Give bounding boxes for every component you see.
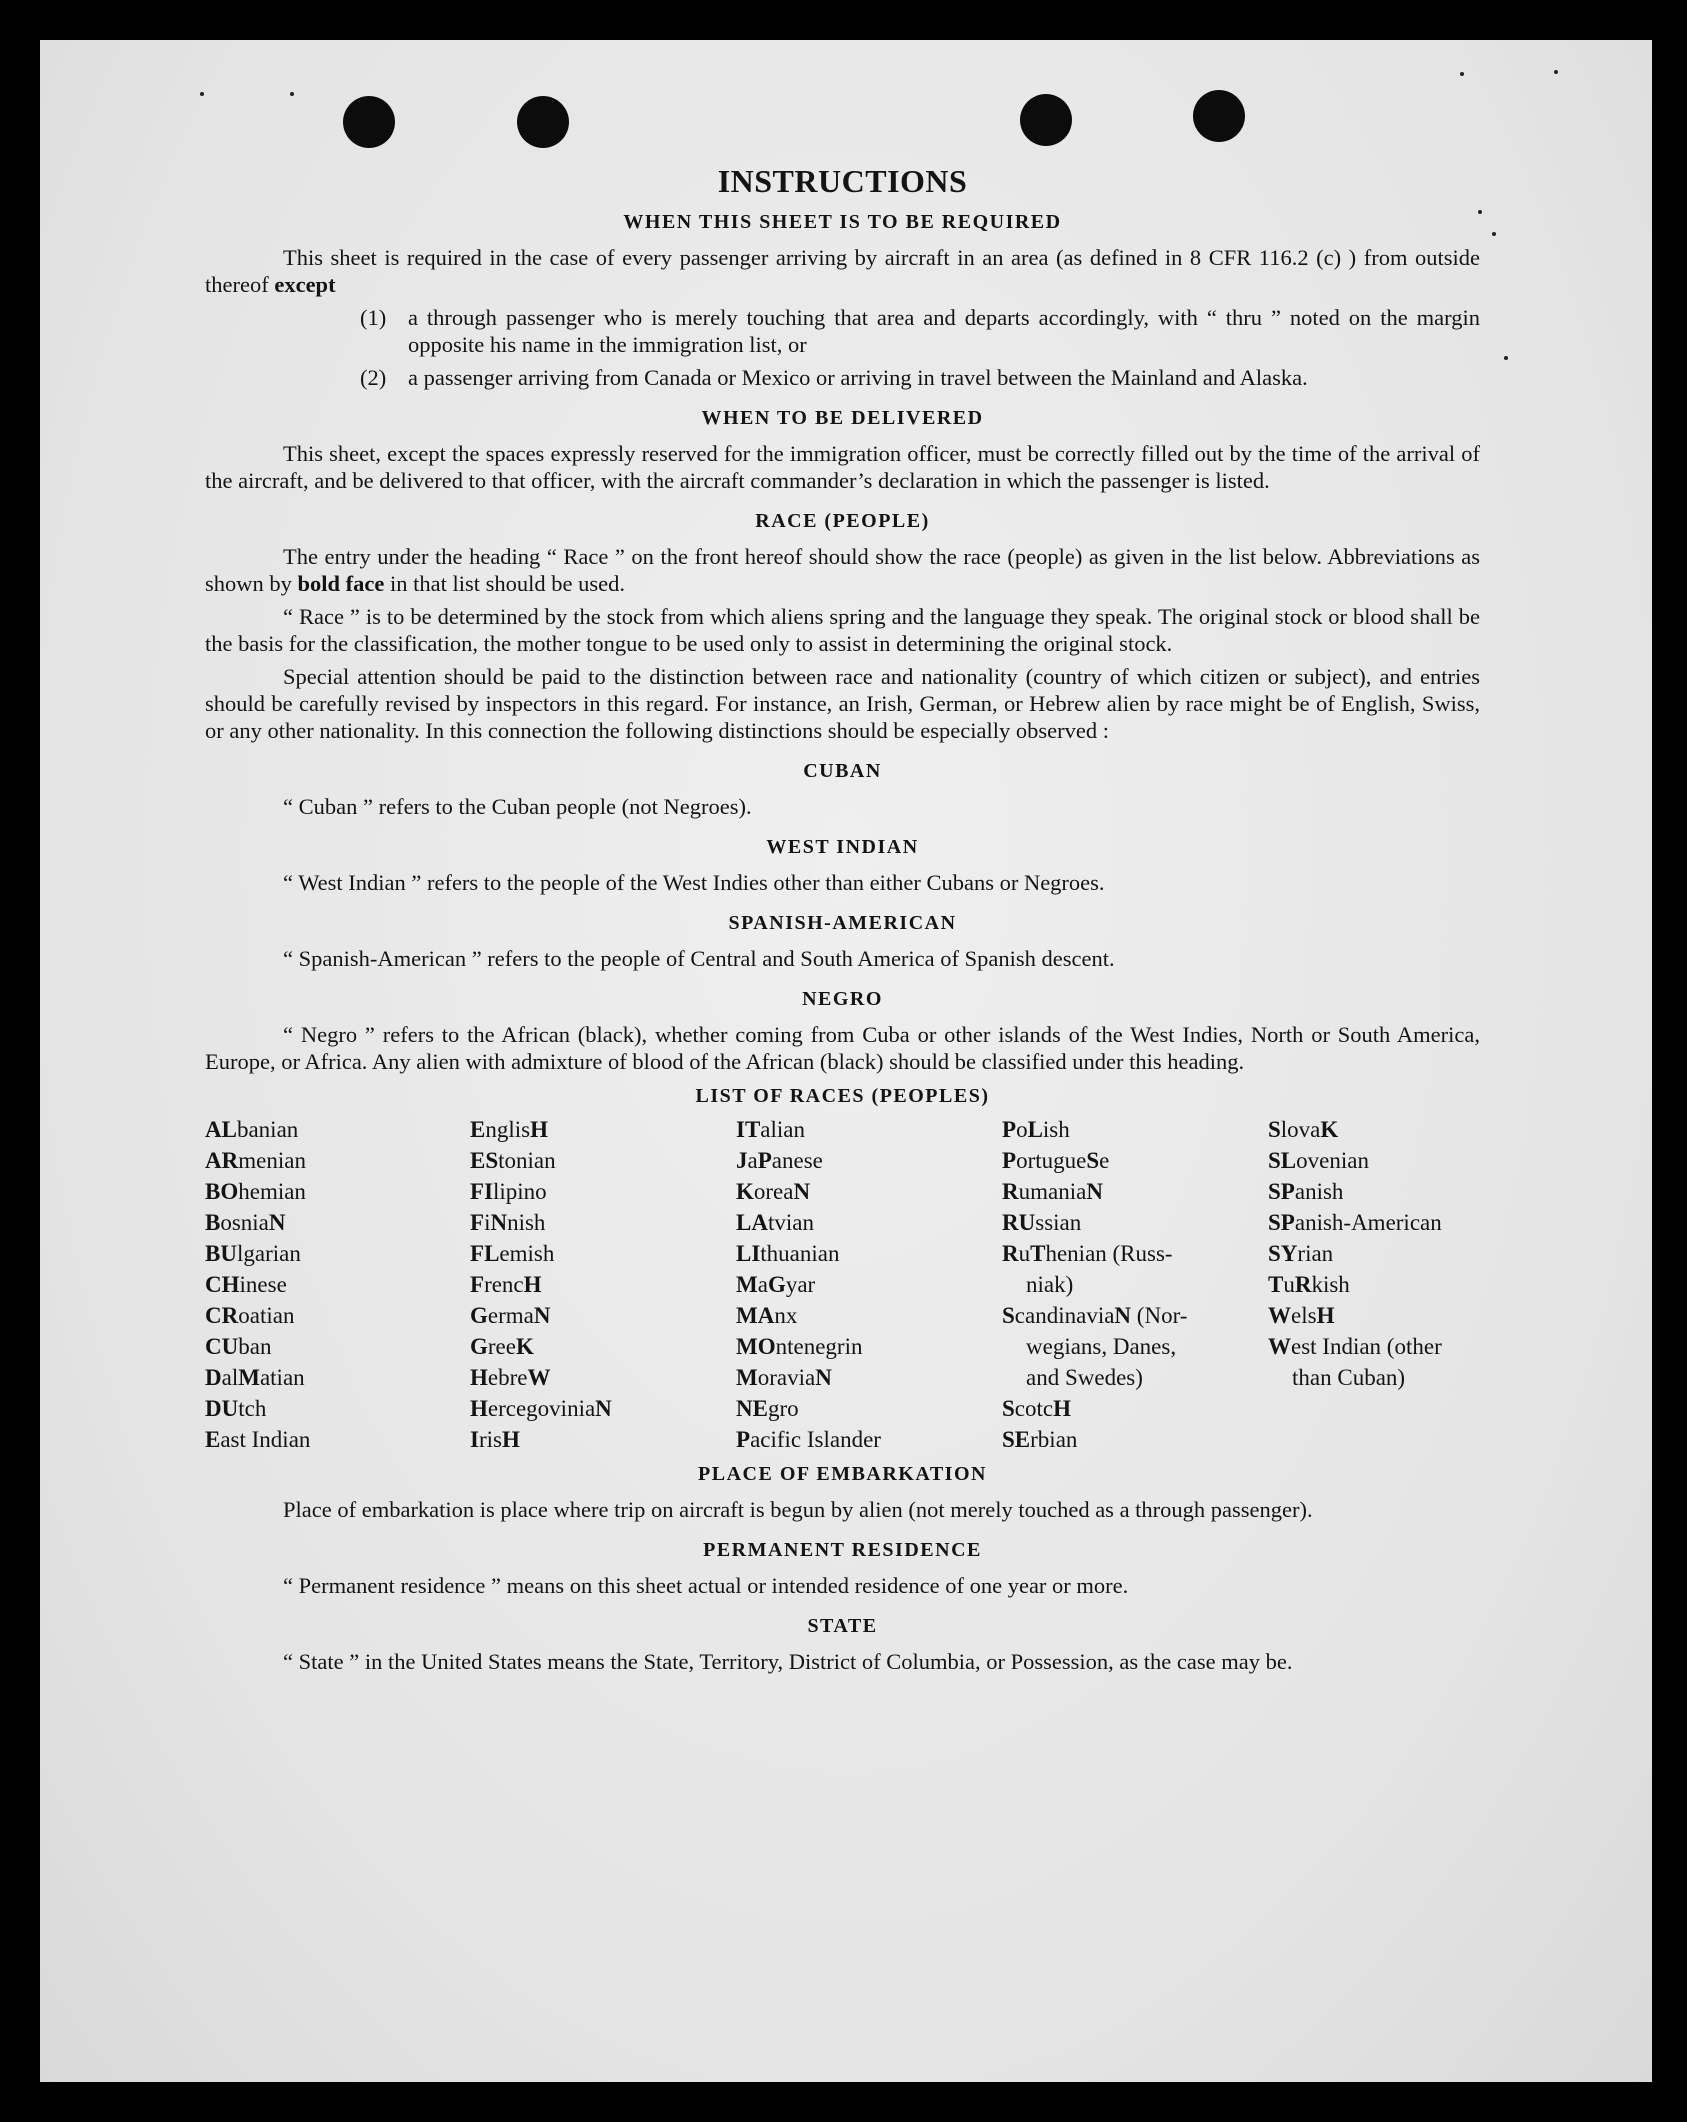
- race-entry: GreeK: [470, 1334, 534, 1359]
- race-entry: SPanish: [1268, 1179, 1344, 1204]
- race-entry: GermaN: [470, 1303, 551, 1328]
- races-column-3: [736, 1114, 1002, 1455]
- race-entry-continued: niak): [1026, 1272, 1074, 1297]
- negro-text: “ Negro ” refers to the African (black), whether coming from Cuba or other islands of the West Indies, North or South America, Europe, or Africa. Any alien with admixture of blood of the African (black) should be classified under this heading.: [205, 1022, 1480, 1074]
- punch-hole: [343, 96, 395, 148]
- heading-negro: NEGRO: [802, 988, 883, 1010]
- race-entry: ScotcH: [1002, 1396, 1071, 1421]
- residence-text: “ Permanent residence ” means on this sheet actual or intended residence of one year or more.: [283, 1573, 1129, 1598]
- races-column-1: [205, 1114, 470, 1455]
- race-entry: KoreaN: [736, 1179, 811, 1204]
- spanish-american-text: “ Spanish-American ” refers to the people of Central and South America of Spanish descent.: [283, 946, 1115, 971]
- race-entry: SErbian: [1002, 1427, 1078, 1452]
- race-entry: BOhemian: [205, 1179, 306, 1204]
- race-paragraph-3: Special attention should be paid to the distinction between race and nationality (country of which citizen or subject), and entries should be carefully revised by inspectors in this regard. For instance, an Irish, German, or Hebrew alien by race might be of English, Swiss, or any other nationality. In this connection the following distinctions should be especially observed :: [205, 664, 1480, 743]
- punch-hole: [1020, 94, 1072, 146]
- race-entry: ALbanian: [205, 1117, 299, 1142]
- speck: [1460, 72, 1464, 76]
- race-entry: FrencH: [470, 1272, 542, 1297]
- race-entry: HebreW: [470, 1365, 551, 1390]
- speck: [200, 92, 204, 96]
- heading-race: RACE (PEOPLE): [755, 510, 930, 532]
- race-entry: East Indian: [205, 1427, 311, 1452]
- races-column-4: [1002, 1114, 1268, 1455]
- race-entry: MaGyar: [736, 1272, 816, 1297]
- required-item: (2) a passenger arriving from Canada or Mexico or arriving in travel between the Mainland and Alaska.: [360, 365, 1308, 390]
- race-entry: SPanish-American: [1268, 1210, 1442, 1235]
- race-entry: RumaniaN: [1002, 1179, 1103, 1204]
- race-entry: LIthuanian: [736, 1241, 840, 1266]
- heading-west-indian: WEST INDIAN: [766, 836, 919, 858]
- race-entry: FLemish: [470, 1241, 555, 1266]
- race-entry: HercegoviniaN: [470, 1396, 612, 1421]
- race-paragraph-2: “ Race ” is to be determined by the stock from which aliens spring and the language they speak. The original stock or blood shall be the basis for the classification, the mother tongue to be used only to assist in determining the original stock.: [205, 604, 1480, 656]
- heading-delivered: WHEN TO BE DELIVERED: [701, 407, 984, 429]
- required-item: (1) a through passenger who is merely touching that area and departs accordingly, with “ thru ” noted on the margin opposite his name in the immigration list, or: [360, 305, 1480, 357]
- speck: [1504, 356, 1508, 360]
- race-entry: FiNnish: [470, 1210, 546, 1235]
- race-entry: MAnx: [736, 1303, 798, 1328]
- heading-required: WHEN THIS SHEET IS TO BE REQUIRED: [623, 211, 1062, 233]
- race-entry: MoraviaN: [736, 1365, 832, 1390]
- race-paragraph-1: The entry under the heading “ Race ” on the front hereof should show the race (people) as given in the list below. Abbreviations as shown by bold face in that list should be used.: [205, 544, 1480, 596]
- instructions-content: [205, 163, 1480, 1681]
- state-text: “ State ” in the United States means the State, Territory, District of Columbia, or Possession, as the case may be.: [283, 1649, 1293, 1674]
- race-entry: RUssian: [1002, 1210, 1082, 1235]
- speck: [1554, 70, 1558, 74]
- west-indian-text: “ West Indian ” refers to the people of the West Indies other than either Cubans or Negroes.: [283, 870, 1105, 895]
- heading-list-of-races: LIST OF RACES (PEOPLES): [695, 1085, 990, 1107]
- race-entry-continued: than Cuban): [1292, 1365, 1406, 1390]
- race-entry: DalMatian: [205, 1365, 305, 1390]
- race-entry: BUlgarian: [205, 1241, 301, 1266]
- races-column-2: [470, 1114, 736, 1455]
- race-entry: BosniaN: [205, 1210, 286, 1235]
- race-entry: JaPanese: [736, 1148, 823, 1173]
- race-entry: Pacific Islander: [736, 1427, 881, 1452]
- race-entry: FIlipino: [470, 1179, 547, 1204]
- race-entry: EnglisH: [470, 1117, 548, 1142]
- race-entry: IrisH: [470, 1427, 520, 1452]
- race-entry: LAtvian: [736, 1210, 814, 1235]
- race-entry: EStonian: [470, 1148, 556, 1173]
- race-entry: RuThenian (Russ-: [1002, 1241, 1173, 1266]
- race-entry: NEgro: [736, 1396, 799, 1421]
- race-entry: WelsH: [1268, 1303, 1335, 1328]
- heading-spanish-american: SPANISH-AMERICAN: [728, 912, 957, 934]
- heading-cuban: CUBAN: [803, 760, 882, 782]
- heading-embarkation: PLACE OF EMBARKATION: [698, 1463, 987, 1485]
- race-entry: SYrian: [1268, 1241, 1334, 1266]
- race-entry: SLovenian: [1268, 1148, 1369, 1173]
- heading-state: STATE: [807, 1615, 878, 1637]
- race-entry: MOntenegrin: [736, 1334, 863, 1359]
- delivered-text: This sheet, except the spaces expressly reserved for the immigration officer, must be correctly filled out by the time of the arrival of the aircraft, and be delivered to that officer, with the aircraft commander’s declaration in which the passenger is listed.: [205, 441, 1480, 493]
- embarkation-text: Place of embarkation is place where trip on aircraft is begun by alien (not merely touched as a through passenger).: [283, 1497, 1313, 1522]
- race-entry: ITalian: [736, 1117, 805, 1142]
- speck: [290, 92, 294, 96]
- page-title: INSTRUCTIONS: [717, 163, 968, 199]
- speck: [1492, 232, 1496, 236]
- race-entry: ARmenian: [205, 1148, 306, 1173]
- race-entry: DUtch: [205, 1396, 267, 1421]
- race-entry-continued: and Swedes): [1026, 1365, 1143, 1390]
- race-entry: TuRkish: [1268, 1272, 1350, 1297]
- punch-hole: [1193, 90, 1245, 142]
- races-list: [205, 1114, 1480, 1455]
- race-entry: CHinese: [205, 1272, 287, 1297]
- punch-hole: [517, 96, 569, 148]
- race-entry: CUban: [205, 1334, 272, 1359]
- required-intro: This sheet is required in the case of every passenger arriving by aircraft in an area (as defined in 8 CFR 116.2 (c) ) from outside thereof except: [205, 245, 1480, 297]
- race-entry: CRoatian: [205, 1303, 295, 1328]
- race-entry: West Indian (other: [1268, 1334, 1442, 1359]
- heading-residence: PERMANENT RESIDENCE: [703, 1539, 982, 1561]
- cuban-text: “ Cuban ” refers to the Cuban people (not Negroes).: [283, 794, 752, 819]
- races-column-5: [1268, 1114, 1480, 1455]
- race-entry: SlovaK: [1268, 1117, 1339, 1142]
- race-entry: PortugueSe: [1002, 1148, 1110, 1173]
- race-entry: ScandinaviaN (Nor-: [1002, 1303, 1188, 1328]
- race-entry-continued: wegians, Danes,: [1026, 1334, 1177, 1359]
- race-entry: PoLish: [1002, 1117, 1070, 1142]
